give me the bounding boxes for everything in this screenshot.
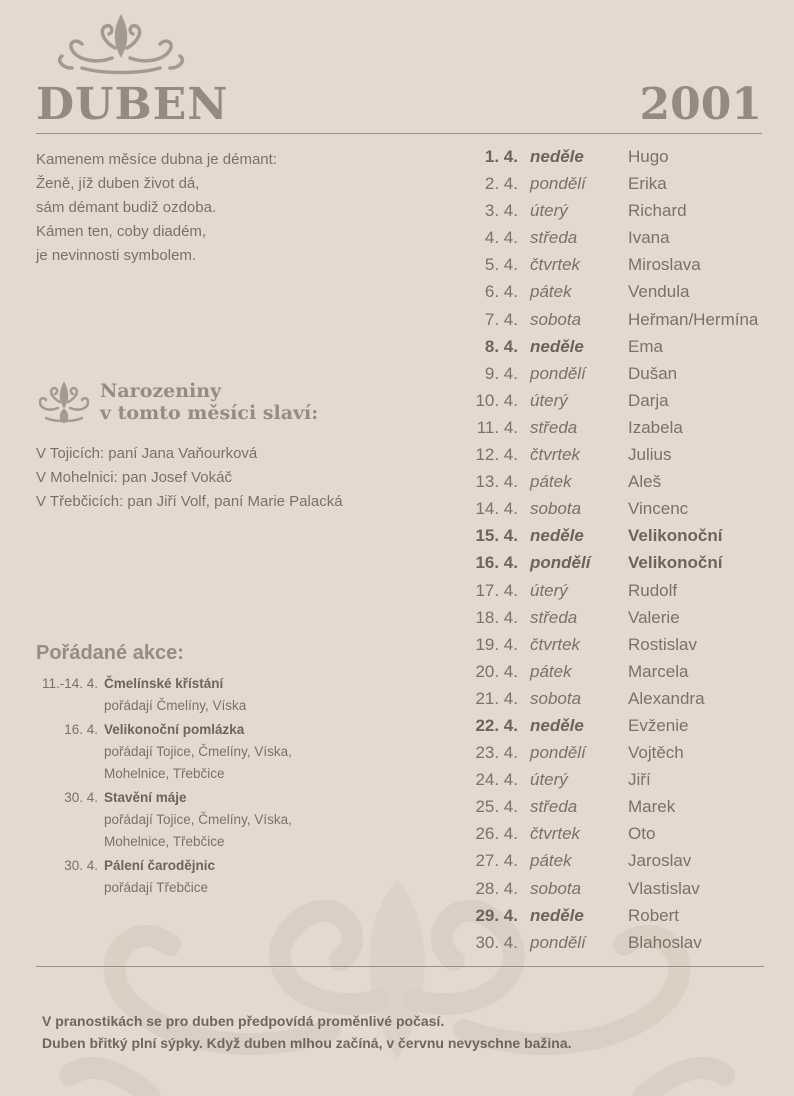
calendar-weekday: středa xyxy=(530,607,578,627)
event-name: Pálení čarodějnic xyxy=(104,858,216,873)
calendar-date: 17. 4. xyxy=(475,580,518,600)
calendar-row xyxy=(440,847,780,874)
calendar-date: 9. 4. xyxy=(484,363,518,383)
calendar-weekday: úterý xyxy=(530,770,568,790)
calendar-row xyxy=(440,685,780,712)
calendar-row xyxy=(440,875,780,902)
event-organizers: pořádají Tojice, Čmelíny, Víska, xyxy=(104,744,292,759)
event-date: 16. 4. xyxy=(64,722,98,737)
calendar-nameday: Miroslava xyxy=(628,255,701,275)
calendar-row xyxy=(440,333,780,360)
calendar-date: 25. 4. xyxy=(475,797,518,817)
event-name: Čmelínské křístání xyxy=(104,676,224,691)
calendar-weekday: pátek xyxy=(530,851,572,871)
calendar-weekday: pondělí xyxy=(530,553,591,573)
event-item xyxy=(0,719,460,785)
calendar-weekday: neděle xyxy=(530,336,584,356)
calendar-weekday: středa xyxy=(530,228,578,248)
calendar-nameday: Darja xyxy=(628,390,669,410)
calendar-row xyxy=(440,766,780,793)
event-organizers: Mohelnice, Třebčice xyxy=(104,766,225,781)
birthday-ornament-icon xyxy=(36,380,92,424)
calendar-date: 13. 4. xyxy=(475,472,518,492)
calendar-nameday: Alexandra xyxy=(628,688,705,708)
calendar-weekday: čtvrtek xyxy=(530,445,581,465)
poem-line: Kamenem měsíce dubna je démant: xyxy=(36,151,277,168)
calendar-nameday: Heřman/Hermína xyxy=(628,309,759,329)
calendar-nameday: Vojtěch xyxy=(628,743,684,763)
calendar-date: 27. 4. xyxy=(475,851,518,871)
poem-line: je nevinnosti symbolem. xyxy=(36,247,197,264)
calendar-nameday: Robert xyxy=(628,905,680,925)
event-organizers: pořádají Třebčice xyxy=(104,880,209,895)
calendar-date: 18. 4. xyxy=(475,607,518,627)
calendar-row xyxy=(440,495,780,522)
top-divider xyxy=(36,133,762,134)
calendar-weekday: pátek xyxy=(530,282,572,302)
calendar-nameday: Richard xyxy=(628,201,687,221)
poem-line: Kámen ten, coby diadém, xyxy=(36,223,207,240)
calendar-date: 22. 4. xyxy=(475,715,518,735)
calendar-weekday: pátek xyxy=(530,661,572,681)
event-name: Stavění máje xyxy=(104,790,187,805)
events-list xyxy=(0,673,460,901)
calendar-date: 5. 4. xyxy=(484,255,518,275)
calendar-nameday: Rostislav xyxy=(628,634,697,654)
calendar-nameday: Jaroslav xyxy=(628,851,692,871)
calendar-row xyxy=(440,278,780,305)
event-date: 11.-14. 4. xyxy=(41,676,98,691)
birthday-entry: V Tojicích: paní Jana Vaňourková xyxy=(36,445,258,462)
calendar-row xyxy=(440,306,780,333)
calendar-nameday: Evženie xyxy=(628,715,689,735)
calendar-weekday: úterý xyxy=(530,390,568,410)
calendar-nameday: Marcela xyxy=(628,661,689,681)
calendar-date: 11. 4. xyxy=(476,417,518,437)
calendar-weekday: pondělí xyxy=(530,932,586,952)
calendar-nameday: Hugo xyxy=(628,147,669,166)
event-item xyxy=(0,673,460,717)
calendar-weekday: čtvrtek xyxy=(530,255,581,275)
calendar-weekday: pondělí xyxy=(530,174,586,194)
calendar-nameday: Marek xyxy=(628,797,676,817)
calendar-row xyxy=(440,522,780,549)
birthdays-heading xyxy=(100,380,318,424)
calendar-nameday: Dušan xyxy=(628,363,678,383)
calendar-date: 12. 4. xyxy=(475,445,518,465)
event-item xyxy=(0,787,460,853)
calendar-date: 6. 4. xyxy=(484,282,518,302)
calendar-row xyxy=(440,658,780,685)
calendar-date: 15. 4. xyxy=(475,526,518,546)
calendar-weekday: neděle xyxy=(530,526,584,546)
calendar-date: 29. 4. xyxy=(475,905,518,925)
calendar-nameday: Velikonoční xyxy=(628,553,723,573)
calendar-row xyxy=(440,902,780,929)
birthday-entry: V Mohelnici: pan Josef Vokáč xyxy=(36,469,232,486)
events-title: Pořádané akce: xyxy=(36,642,184,664)
calendar-weekday: neděle xyxy=(530,715,584,735)
calendar-nameday: Julius xyxy=(628,445,672,465)
proverb-line: V pranostikách se pro duben předpovídá proměnlivé počasí. xyxy=(42,1013,445,1029)
calendar-row xyxy=(440,468,780,495)
calendar-date: 16. 4. xyxy=(475,553,518,573)
event-organizers: pořádají Tojice, Čmelíny, Víska, xyxy=(104,812,292,827)
calendar-nameday: Vlastislav xyxy=(628,878,700,898)
calendar-date: 7. 4. xyxy=(484,309,518,329)
event-organizers: Mohelnice, Třebčice xyxy=(104,834,225,849)
calendar-row xyxy=(440,631,780,658)
calendar-weekday: sobota xyxy=(530,878,582,898)
calendar-row xyxy=(440,360,780,387)
birthdays-heading-line: Narozeniny xyxy=(100,380,222,402)
event-organizers: pořádají Čmelíny, Víska xyxy=(104,698,247,713)
calendar-nameday: Blahoslav xyxy=(628,932,702,952)
calendar-weekday: sobota xyxy=(530,688,582,708)
poem-line: Ženě, jíž duben život dá, xyxy=(36,175,200,192)
calendar-date: 24. 4. xyxy=(475,770,518,790)
calendar-date: 2. 4. xyxy=(484,174,518,194)
poem xyxy=(36,148,277,268)
top-ornament-icon xyxy=(52,14,190,76)
calendar-date: 26. 4. xyxy=(475,824,518,844)
calendar-weekday: středa xyxy=(530,417,578,437)
calendar-date: 1. 4. xyxy=(484,147,518,166)
calendar-nameday: Vincenc xyxy=(628,499,689,519)
calendar-nameday: Ema xyxy=(628,336,663,356)
calendar-list xyxy=(440,143,780,956)
calendar-row xyxy=(440,929,780,956)
calendar-weekday: středa xyxy=(530,797,578,817)
calendar-row xyxy=(440,739,780,766)
calendar-nameday: Vendula xyxy=(628,282,690,302)
calendar-row xyxy=(440,712,780,739)
proverb-line: Duben břitký plní sýpky. Když duben mlhou začíná, v červnu nevyschne bažina. xyxy=(42,1035,572,1051)
calendar-nameday: Izabela xyxy=(628,417,683,437)
calendar-row xyxy=(440,170,780,197)
poem-line: sám démant budiž ozdoba. xyxy=(36,199,217,216)
calendar-weekday: čtvrtek xyxy=(530,824,581,844)
calendar-row xyxy=(440,224,780,251)
calendar-date: 3. 4. xyxy=(484,201,518,221)
calendar-date: 14. 4. xyxy=(475,499,518,519)
calendar-weekday: neděle xyxy=(530,905,584,925)
event-item xyxy=(0,855,460,899)
calendar-date: 10. 4. xyxy=(475,390,518,410)
calendar-row xyxy=(440,143,780,170)
calendar-weekday: pondělí xyxy=(530,363,586,383)
calendar-nameday: Erika xyxy=(628,174,667,194)
calendar-weekday: pátek xyxy=(530,472,572,492)
birthdays-list xyxy=(36,442,343,514)
calendar-nameday: Oto xyxy=(628,824,656,844)
calendar-nameday: Valerie xyxy=(628,607,680,627)
calendar-weekday: sobota xyxy=(530,309,582,329)
calendar-nameday: Velikonoční xyxy=(628,526,723,546)
calendar-date: 8. 4. xyxy=(484,336,518,356)
birthdays-heading-line: v tomto měsíci slaví: xyxy=(100,402,319,424)
event-date: 30. 4. xyxy=(64,858,98,873)
calendar-date: 20. 4. xyxy=(475,661,518,681)
calendar-weekday: úterý xyxy=(530,580,568,600)
calendar-nameday: Ivana xyxy=(628,228,670,248)
calendar-row xyxy=(440,820,780,847)
calendar-row xyxy=(440,251,780,278)
calendar-weekday: sobota xyxy=(530,499,582,519)
calendar-weekday: neděle xyxy=(530,147,584,166)
calendar-date: 23. 4. xyxy=(475,743,518,763)
calendar-row xyxy=(440,387,780,414)
calendar-nameday: Jiří xyxy=(628,770,651,790)
calendar-weekday: čtvrtek xyxy=(530,634,581,654)
calendar-date: 21. 4. xyxy=(475,688,518,708)
calendar-nameday: Aleš xyxy=(628,472,662,492)
calendar-row xyxy=(440,197,780,224)
birthday-entry: V Třebčicích: pan Jiří Volf, paní Marie Palacká xyxy=(36,493,343,510)
event-date: 30. 4. xyxy=(64,790,98,805)
calendar-row xyxy=(440,604,780,631)
calendar-row xyxy=(440,577,780,604)
calendar-date: 28. 4. xyxy=(475,878,518,898)
calendar-row xyxy=(440,549,780,576)
calendar-row xyxy=(440,441,780,468)
calendar-nameday: Rudolf xyxy=(628,580,678,600)
calendar-date: 19. 4. xyxy=(475,634,518,654)
calendar-weekday: pondělí xyxy=(530,743,586,763)
year-title: 2001 xyxy=(639,79,762,130)
calendar-row xyxy=(440,793,780,820)
month-title: DUBEN xyxy=(36,79,229,130)
event-name: Velikonoční pomlázka xyxy=(104,722,245,737)
bottom-divider xyxy=(36,966,764,967)
calendar-weekday: úterý xyxy=(530,201,568,221)
proverbs xyxy=(42,1010,572,1054)
calendar-date: 30. 4. xyxy=(475,932,518,952)
calendar-row xyxy=(440,414,780,441)
calendar-date: 4. 4. xyxy=(484,228,518,248)
